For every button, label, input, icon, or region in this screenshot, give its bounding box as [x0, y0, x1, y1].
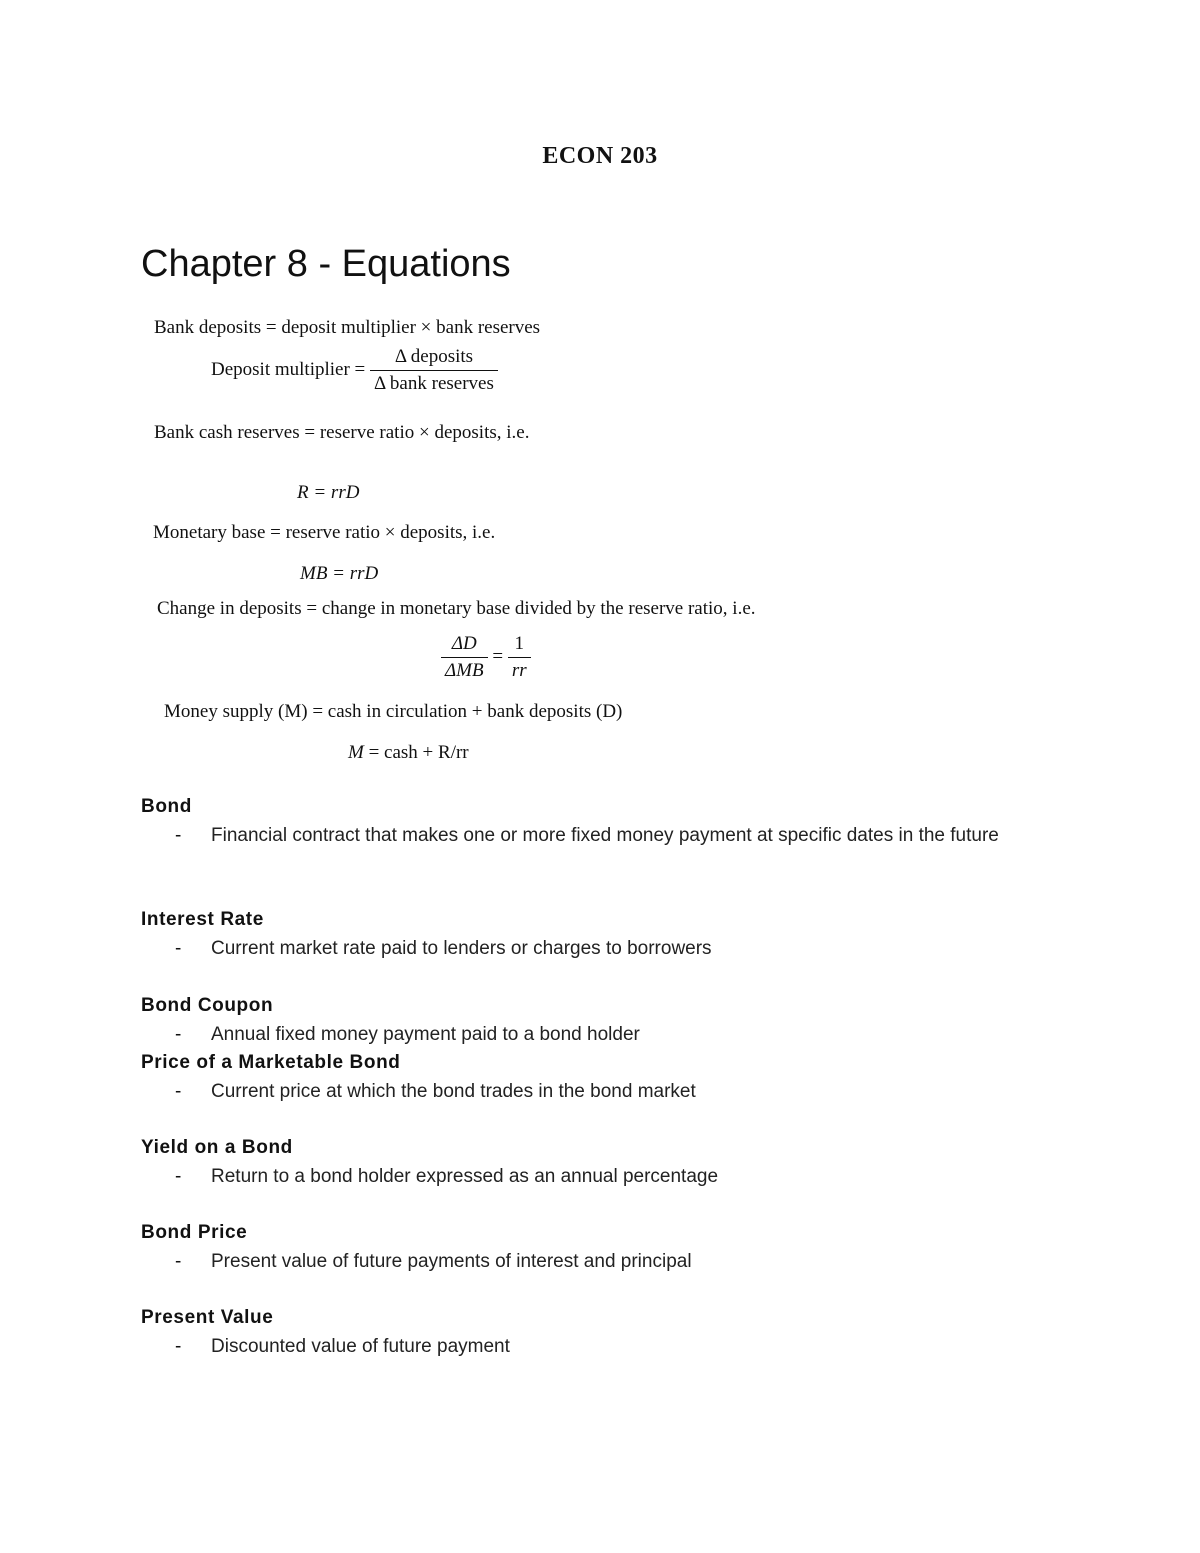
- bullet-dash: -: [175, 1081, 182, 1102]
- definition-text: Present value of future payments of interest and principal: [211, 1251, 692, 1272]
- definition-text: Discounted value of future payment: [211, 1336, 510, 1357]
- bullet-dash: -: [175, 1166, 182, 1187]
- equation-r-rrd: [297, 482, 359, 504]
- definition-term: Bond Coupon: [141, 995, 274, 1016]
- definition-text: Current price at which the bond trades in the bond market: [211, 1081, 696, 1102]
- fraction-denominator: ΔMB: [441, 657, 488, 682]
- equation-lhs: Money supply (M): [164, 701, 308, 722]
- equation-rhs: change in monetary base divided by the reserve ratio, i.e.: [321, 598, 756, 619]
- equation-monetary-base: Monetary base = reserve ratio × deposits, i.e.: [153, 522, 496, 543]
- definition-text: Current market rate paid to lenders or charges to borrowers: [211, 938, 712, 959]
- bullet-dash: -: [175, 938, 182, 959]
- equation-rhs: cash + R/rr: [384, 742, 469, 763]
- fraction: [370, 346, 498, 395]
- fraction-numerator: 1: [514, 633, 524, 654]
- equation-rhs: deposit multiplier × bank reserves: [281, 317, 541, 338]
- equation-lhs: Bank deposits: [154, 317, 262, 338]
- bullet-dash: -: [175, 1024, 182, 1045]
- equation-m-cash: M = cash + R/rr: [348, 742, 469, 763]
- equation-lhs: Monetary base: [153, 522, 266, 543]
- fraction-numerator: ΔD: [451, 633, 477, 654]
- equation-bank-cash-reserves: Bank cash reserves = reserve ratio × deposits, i.e.: [154, 422, 530, 443]
- equation-text: R = rrD: [297, 482, 360, 503]
- course-header: ECON 203: [542, 143, 658, 169]
- definition-text: Financial contract that makes one or more fixed money payment at specific dates in the future: [211, 825, 999, 846]
- equation-lhs: Bank cash reserves: [154, 422, 300, 443]
- definition-text: Annual fixed money payment paid to a bond holder: [211, 1024, 640, 1045]
- bullet-dash: -: [175, 825, 182, 846]
- equation-deposit-multiplier: Deposit multiplier = $\frac{\text{Δ deposits}}{\text{Δ bank reserves}}$: [211, 346, 498, 395]
- definition-text: Return to a bond holder expressed as an annual percentage: [211, 1166, 719, 1187]
- definition-term: Bond: [141, 796, 192, 817]
- equation-lhs: Deposit multiplier: [211, 358, 350, 380]
- equation-money-supply: Money supply (M) = cash in circulation + bank deposits (D): [164, 701, 623, 722]
- bullet-dash: -: [175, 1251, 182, 1272]
- definition-term: Present Value: [141, 1307, 274, 1328]
- definition-term: Price of a Marketable Bond: [141, 1052, 401, 1073]
- equation-mb-rrd: [300, 563, 378, 585]
- fraction-right: [508, 633, 531, 682]
- bullet-dash: -: [175, 1336, 182, 1357]
- fraction-numerator: Δ deposits: [394, 346, 474, 367]
- equation-rhs: reserve ratio × deposits, i.e.: [319, 422, 530, 443]
- equation-text: MB = rrD: [300, 563, 379, 584]
- equation-lhs: M: [348, 742, 364, 763]
- equation-lhs: Change in deposits: [157, 598, 302, 619]
- equation-rhs: cash in circulation + bank deposits (D): [327, 701, 623, 722]
- equation-change-in-deposits: Change in deposits = change in monetary base divided by the reserve ratio, i.e.: [157, 598, 756, 619]
- equation-rhs: reserve ratio × deposits, i.e.: [285, 522, 496, 543]
- fraction-left: [441, 633, 488, 682]
- equation-bank-deposits: Bank deposits = deposit multiplier × bank reserves: [154, 317, 541, 338]
- chapter-title: Chapter 8 - Equations: [141, 243, 511, 285]
- equation-deposit-ratio: $\frac{\Delta D}{\text{ΔMB}}$ = $\frac{1}{rr}$: [441, 633, 531, 682]
- fraction-denominator: Δ bank reserves: [370, 370, 498, 395]
- definition-term: Bond Price: [141, 1222, 248, 1243]
- fraction-denominator: rr: [508, 657, 531, 682]
- definition-term: Yield on a Bond: [141, 1137, 293, 1158]
- definition-term: Interest Rate: [141, 909, 264, 930]
